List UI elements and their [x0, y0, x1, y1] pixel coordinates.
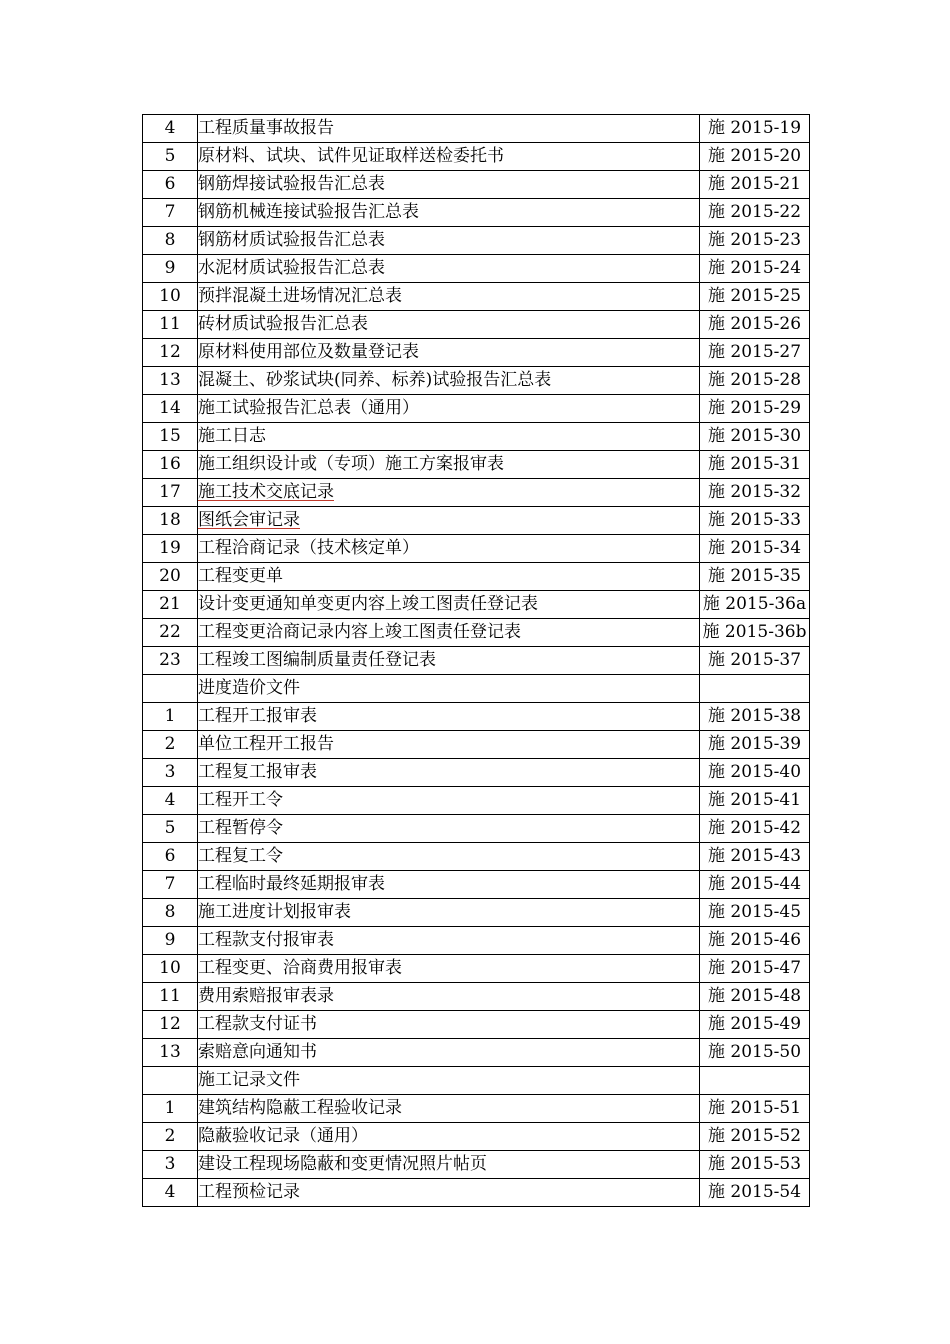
table-row — [143, 367, 810, 395]
document-name-text: 设计变更通知单变更内容上竣工图责任登记表 — [198, 594, 538, 614]
table-row — [143, 675, 810, 703]
form-code: 施 2015-43 — [700, 843, 810, 871]
table-row — [143, 227, 810, 255]
document-name-text: 工程质量事故报告 — [198, 118, 334, 138]
table-row — [143, 871, 810, 899]
document-name — [198, 871, 700, 899]
row-number: 17 — [143, 479, 198, 507]
document-name — [198, 675, 700, 703]
table-row — [143, 927, 810, 955]
document-name-text: 原材料使用部位及数量登记表 — [198, 342, 419, 362]
document-name — [198, 899, 700, 927]
form-code: 施 2015-50 — [700, 1039, 810, 1067]
row-number: 5 — [143, 815, 198, 843]
row-number: 9 — [143, 255, 198, 283]
document-name — [198, 339, 700, 367]
form-code — [700, 675, 810, 703]
form-code: 施 2015-45 — [700, 899, 810, 927]
row-number: 14 — [143, 395, 198, 423]
form-code: 施 2015-40 — [700, 759, 810, 787]
document-name — [198, 563, 700, 591]
table-row — [143, 395, 810, 423]
table-row — [143, 1039, 810, 1067]
form-code: 施 2015-41 — [700, 787, 810, 815]
document-name-text: 水泥材质试验报告汇总表 — [198, 258, 385, 278]
form-code: 施 2015-35 — [700, 563, 810, 591]
document-name — [198, 479, 700, 507]
table-row — [143, 479, 810, 507]
document-name-text: 工程临时最终延期报审表 — [198, 874, 385, 894]
document-name — [198, 983, 700, 1011]
row-number: 5 — [143, 143, 198, 171]
document-name-text: 工程暂停令 — [198, 818, 283, 838]
form-code: 施 2015-38 — [700, 703, 810, 731]
document-name-text: 施工记录文件 — [198, 1070, 300, 1090]
document-name-text: 隐蔽验收记录（通用） — [198, 1126, 368, 1146]
table-row — [143, 1011, 810, 1039]
form-code: 施 2015-21 — [700, 171, 810, 199]
row-number: 10 — [143, 283, 198, 311]
form-code: 施 2015-24 — [700, 255, 810, 283]
row-number: 1 — [143, 1095, 198, 1123]
document-name — [198, 507, 700, 535]
document-name-text: 工程变更洽商记录内容上竣工图责任登记表 — [198, 622, 521, 642]
document-name — [198, 255, 700, 283]
form-code: 施 2015-51 — [700, 1095, 810, 1123]
document-name — [198, 395, 700, 423]
document-name — [198, 1011, 700, 1039]
document-name — [198, 451, 700, 479]
row-number: 22 — [143, 619, 198, 647]
table-row — [143, 423, 810, 451]
row-number: 6 — [143, 843, 198, 871]
document-list-table — [142, 114, 810, 1207]
document-name — [198, 423, 700, 451]
document-name — [198, 1095, 700, 1123]
form-code: 施 2015-52 — [700, 1123, 810, 1151]
row-number: 4 — [143, 115, 198, 143]
row-number: 10 — [143, 955, 198, 983]
form-code: 施 2015-20 — [700, 143, 810, 171]
document-name — [198, 199, 700, 227]
form-code: 施 2015-46 — [700, 927, 810, 955]
form-code: 施 2015-31 — [700, 451, 810, 479]
table-row — [143, 787, 810, 815]
document-name-text: 工程复工报审表 — [198, 762, 317, 782]
row-number: 13 — [143, 1039, 198, 1067]
table-row — [143, 115, 810, 143]
document-name — [198, 927, 700, 955]
document-name-text: 工程开工令 — [198, 790, 283, 810]
row-number: 7 — [143, 199, 198, 227]
form-code: 施 2015-30 — [700, 423, 810, 451]
document-name-text: 施工技术交底记录 — [198, 482, 334, 502]
document-name-text: 图纸会审记录 — [198, 510, 300, 530]
document-name-text: 单位工程开工报告 — [198, 734, 334, 754]
table-row — [143, 255, 810, 283]
document-name — [198, 1123, 700, 1151]
document-name — [198, 1039, 700, 1067]
document-name — [198, 1067, 700, 1095]
document-name — [198, 1151, 700, 1179]
table-row — [143, 339, 810, 367]
document-name — [198, 787, 700, 815]
document-name — [198, 955, 700, 983]
row-number: 3 — [143, 1151, 198, 1179]
table-row — [143, 899, 810, 927]
document-name — [198, 283, 700, 311]
document-name-text: 预拌混凝土进场情况汇总表 — [198, 286, 402, 306]
document-name-text: 钢筋机械连接试验报告汇总表 — [198, 202, 419, 222]
table-row — [143, 535, 810, 563]
form-code: 施 2015-29 — [700, 395, 810, 423]
form-code: 施 2015-39 — [700, 731, 810, 759]
table-row — [143, 843, 810, 871]
document-name — [198, 815, 700, 843]
document-name — [198, 1179, 700, 1207]
form-code: 施 2015-36b — [700, 619, 810, 647]
row-number — [143, 1067, 198, 1095]
table-row — [143, 1067, 810, 1095]
table-row — [143, 563, 810, 591]
table-body — [143, 115, 810, 1207]
document-name-text: 施工进度计划报审表 — [198, 902, 351, 922]
document-name-text: 混凝土、砂浆试块(同养、标养)试验报告汇总表 — [198, 370, 552, 390]
document-name — [198, 227, 700, 255]
row-number: 11 — [143, 983, 198, 1011]
form-code: 施 2015-22 — [700, 199, 810, 227]
row-number: 7 — [143, 871, 198, 899]
table-row — [143, 171, 810, 199]
form-code: 施 2015-48 — [700, 983, 810, 1011]
row-number: 2 — [143, 731, 198, 759]
form-code: 施 2015-37 — [700, 647, 810, 675]
document-name — [198, 759, 700, 787]
form-code: 施 2015-42 — [700, 815, 810, 843]
row-number: 8 — [143, 227, 198, 255]
form-code: 施 2015-34 — [700, 535, 810, 563]
document-name-text: 工程款支付证书 — [198, 1014, 317, 1034]
row-number: 4 — [143, 787, 198, 815]
document-name — [198, 843, 700, 871]
document-name-text: 砖材质试验报告汇总表 — [198, 314, 368, 334]
form-code: 施 2015-23 — [700, 227, 810, 255]
table-row — [143, 619, 810, 647]
document-name-text: 工程竣工图编制质量责任登记表 — [198, 650, 436, 670]
table-row — [143, 507, 810, 535]
form-code: 施 2015-28 — [700, 367, 810, 395]
form-code — [700, 1067, 810, 1095]
table-row — [143, 955, 810, 983]
form-code: 施 2015-19 — [700, 115, 810, 143]
row-number: 16 — [143, 451, 198, 479]
table-row — [143, 1179, 810, 1207]
row-number: 18 — [143, 507, 198, 535]
table-row — [143, 451, 810, 479]
row-number: 6 — [143, 171, 198, 199]
table-row — [143, 703, 810, 731]
document-name — [198, 731, 700, 759]
document-name — [198, 115, 700, 143]
document-name-text: 费用索赔报审表录 — [198, 986, 334, 1006]
document-name — [198, 367, 700, 395]
form-code: 施 2015-36a — [700, 591, 810, 619]
document-name — [198, 535, 700, 563]
row-number: 13 — [143, 367, 198, 395]
row-number: 12 — [143, 339, 198, 367]
document-name — [198, 143, 700, 171]
form-code: 施 2015-25 — [700, 283, 810, 311]
row-number: 15 — [143, 423, 198, 451]
table-row — [143, 1151, 810, 1179]
document-name — [198, 311, 700, 339]
document-name — [198, 647, 700, 675]
table-row — [143, 815, 810, 843]
row-number: 3 — [143, 759, 198, 787]
form-code: 施 2015-32 — [700, 479, 810, 507]
table-row — [143, 143, 810, 171]
table-row — [143, 199, 810, 227]
row-number: 19 — [143, 535, 198, 563]
document-name-text: 施工日志 — [198, 426, 266, 446]
form-code: 施 2015-33 — [700, 507, 810, 535]
row-number: 12 — [143, 1011, 198, 1039]
document-name-text: 工程变更单 — [198, 566, 283, 586]
table-row — [143, 311, 810, 339]
document-name-text: 原材料、试块、试件见证取样送检委托书 — [198, 146, 504, 166]
document-name-text: 施工组织设计或（专项）施工方案报审表 — [198, 454, 504, 474]
form-code: 施 2015-53 — [700, 1151, 810, 1179]
document-name-text: 建设工程现场隐蔽和变更情况照片帖页 — [198, 1154, 487, 1174]
table-row — [143, 283, 810, 311]
row-number: 8 — [143, 899, 198, 927]
row-number: 2 — [143, 1123, 198, 1151]
document-name — [198, 619, 700, 647]
row-number: 1 — [143, 703, 198, 731]
row-number: 9 — [143, 927, 198, 955]
table-row — [143, 591, 810, 619]
table-row — [143, 983, 810, 1011]
document-name-text: 钢筋材质试验报告汇总表 — [198, 230, 385, 250]
form-code: 施 2015-49 — [700, 1011, 810, 1039]
document-name-text: 建筑结构隐蔽工程验收记录 — [198, 1098, 402, 1118]
document-name — [198, 171, 700, 199]
document-name-text: 工程开工报审表 — [198, 706, 317, 726]
document-name-text: 工程复工令 — [198, 846, 283, 866]
document-name — [198, 703, 700, 731]
row-number: 20 — [143, 563, 198, 591]
row-number: 21 — [143, 591, 198, 619]
table-row — [143, 731, 810, 759]
document-name-text: 索赔意向通知书 — [198, 1042, 317, 1062]
form-code: 施 2015-27 — [700, 339, 810, 367]
table-row — [143, 1095, 810, 1123]
row-number: 4 — [143, 1179, 198, 1207]
table-row — [143, 647, 810, 675]
document-name-text: 工程洽商记录（技术核定单） — [198, 538, 419, 558]
row-number — [143, 675, 198, 703]
form-code: 施 2015-26 — [700, 311, 810, 339]
document-name-text: 钢筋焊接试验报告汇总表 — [198, 174, 385, 194]
table-row — [143, 1123, 810, 1151]
document-name-text: 工程款支付报审表 — [198, 930, 334, 950]
document-name-text: 工程变更、洽商费用报审表 — [198, 958, 402, 978]
form-code: 施 2015-47 — [700, 955, 810, 983]
row-number: 11 — [143, 311, 198, 339]
document-name-text: 进度造价文件 — [198, 678, 300, 698]
row-number: 23 — [143, 647, 198, 675]
document-name-text: 工程预检记录 — [198, 1182, 300, 1202]
document-name-text: 施工试验报告汇总表（通用） — [198, 398, 419, 418]
document-name — [198, 591, 700, 619]
form-code: 施 2015-44 — [700, 871, 810, 899]
form-code: 施 2015-54 — [700, 1179, 810, 1207]
table-row — [143, 759, 810, 787]
